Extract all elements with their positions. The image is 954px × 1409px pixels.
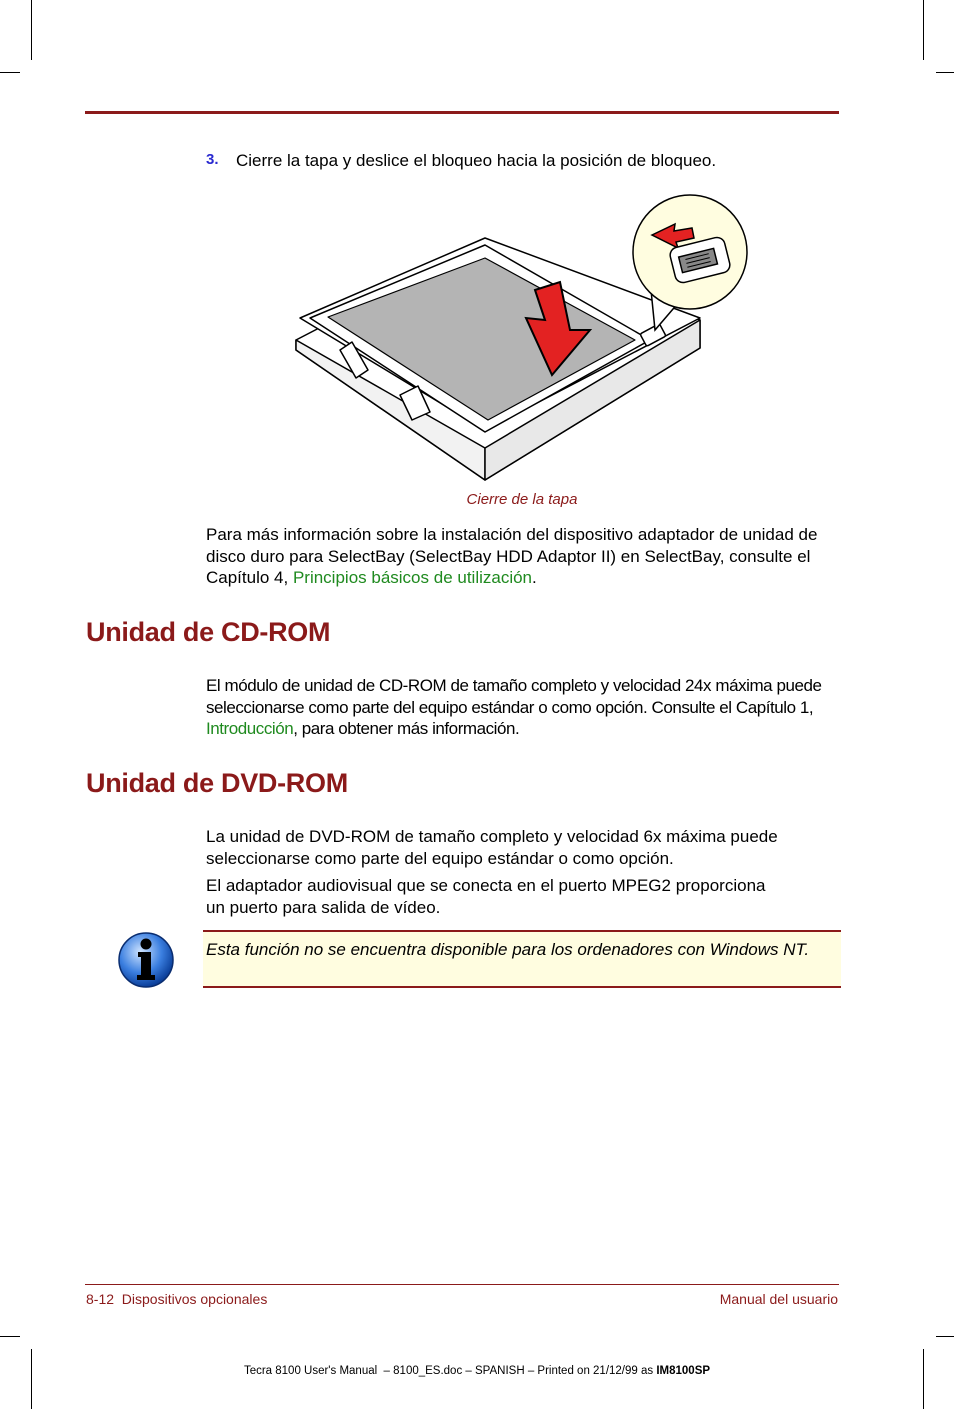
- heading-cdrom: Unidad de CD-ROM: [86, 617, 331, 647]
- footer-right: Manual del usuario: [719, 1291, 838, 1307]
- heading-dvdrom: Unidad de DVD-ROM: [86, 768, 348, 798]
- crop-mark: [936, 1336, 954, 1337]
- selectbay-illustration: [290, 190, 760, 490]
- cdrom-paragraph: El módulo de unidad de CD-ROM de tamaño completo y velocidad 24x máxima puede seleccionarse como parte del equipo estándar o como opción. Consulte el Capítulo 1, Introducción, para obtener más información.: [206, 676, 822, 738]
- link-principios-basicos[interactable]: Principios básicos de utilización: [292, 568, 533, 587]
- footer-left: 8-12 Dispositivos opcionales: [86, 1291, 268, 1307]
- header-rule: [85, 111, 839, 114]
- dvdrom-paragraph-1: La unidad de DVD-ROM de tamaño completo y velocidad 6x máxima puede seleccionarse como parte del equipo estándar o como opción.: [206, 827, 778, 868]
- step-text: Cierre la tapa y deslice el bloqueo hacia la posición de bloqueo.: [236, 151, 717, 170]
- crop-mark: [0, 72, 20, 73]
- crop-mark: [936, 72, 954, 73]
- info-text: Para más información sobre la instalación del dispositivo adaptador de unidad de disco duro para SelectBay (SelectBay HDD Adaptor II) en SelectBay, consulte el Capítulo 4,: [206, 525, 818, 587]
- dvdrom-paragraph-2: El adaptador audiovisual que se conecta en el puerto MPEG2 proporciona un puerto para salida de vídeo.: [206, 876, 766, 917]
- footer-rule: [85, 1284, 839, 1285]
- print-line: Tecra 8100 User's Manual – 8100_ES.doc – SPANISH – Printed on 21/12/99 as IM8100SP: [243, 1365, 711, 1377]
- crop-mark: [31, 1349, 32, 1409]
- crop-mark: [923, 0, 924, 60]
- crop-mark: [923, 1349, 924, 1409]
- figure-caption: Cierre de la tapa: [466, 491, 578, 508]
- crop-mark: [0, 1336, 20, 1337]
- note-box: [203, 930, 841, 988]
- crop-mark: [31, 0, 32, 60]
- info-paragraph: Para más información sobre la instalación del dispositivo adaptador de unidad de disco duro para SelectBay (SelectBay HDD Adaptor II) en SelectBay, consulte el Capítulo 4, Principios básicos de utilización.: [206, 525, 818, 587]
- note-text: Esta función no se encuentra disponible para los ordenadores con Windows NT.: [206, 940, 810, 959]
- info-icon: [115, 930, 177, 990]
- link-introduccion[interactable]: Introducción: [206, 719, 294, 738]
- step-number: 3.: [206, 151, 219, 168]
